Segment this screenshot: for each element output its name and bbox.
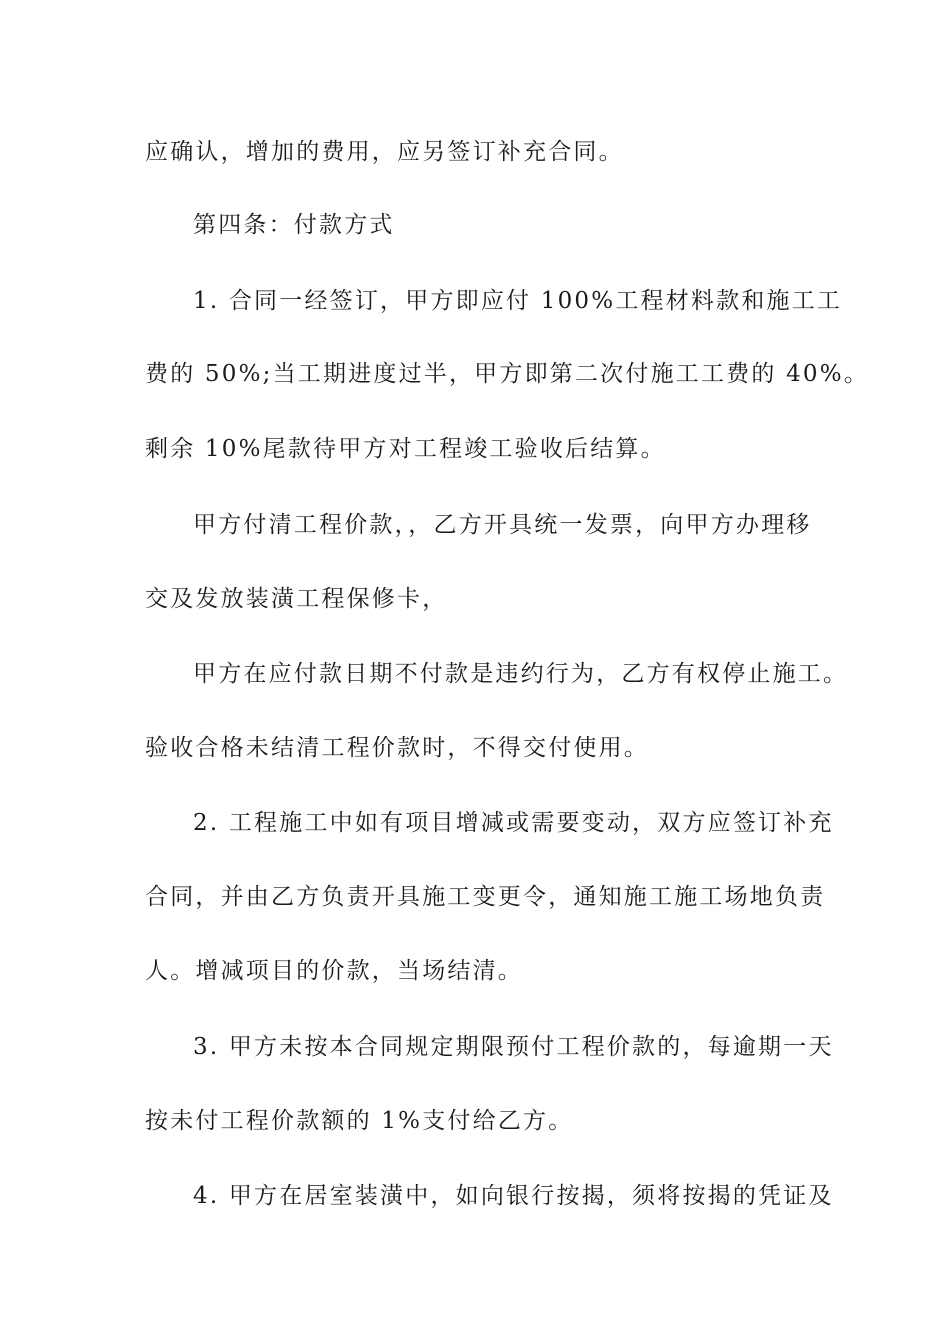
text-line-11: 合同，并由乙方负责开具施工变更令，通知施工施工场地负责	[145, 884, 826, 910]
text-line-13: 3. 甲方未按本合同规定期限预付工程价款的，每逾期一天	[193, 1034, 834, 1060]
text-line-6: 甲方付清工程价款，，乙方开具统一发票，向甲方办理移	[193, 512, 812, 538]
text-line-3: 1. 合同一经签订，甲方即应付 100%工程材料款和施工工	[193, 288, 843, 314]
text-line-8: 甲方在应付款日期不付款是违约行为，乙方有权停止施工。	[193, 661, 849, 687]
text-line-12: 人。增减项目的价款，当场结清。	[145, 958, 523, 984]
text-line-10: 2. 工程施工中如有项目增减或需要变动，双方应签订补充	[193, 810, 834, 836]
text-line-7: 交及发放装潢工程保修卡，	[145, 586, 448, 612]
text-line-4: 费的 50%;当工期进度过半，甲方即第二次付施工工费的 40%。	[145, 361, 870, 387]
text-line-15: 4. 甲方在居室装潢中，如向银行按揭，须将按揭的凭证及	[193, 1183, 834, 1209]
section-heading-article-4: 第四条：付款方式	[193, 212, 395, 238]
text-line-1: 应确认，增加的费用，应另签订补充合同。	[145, 139, 624, 165]
text-line-14: 按未付工程价款额的 1%支付给乙方。	[145, 1108, 574, 1134]
text-line-5: 剩余 10%尾款待甲方对工程竣工验收后结算。	[145, 436, 666, 462]
text-line-9: 验收合格未结清工程价款时，不得交付使用。	[145, 735, 649, 761]
